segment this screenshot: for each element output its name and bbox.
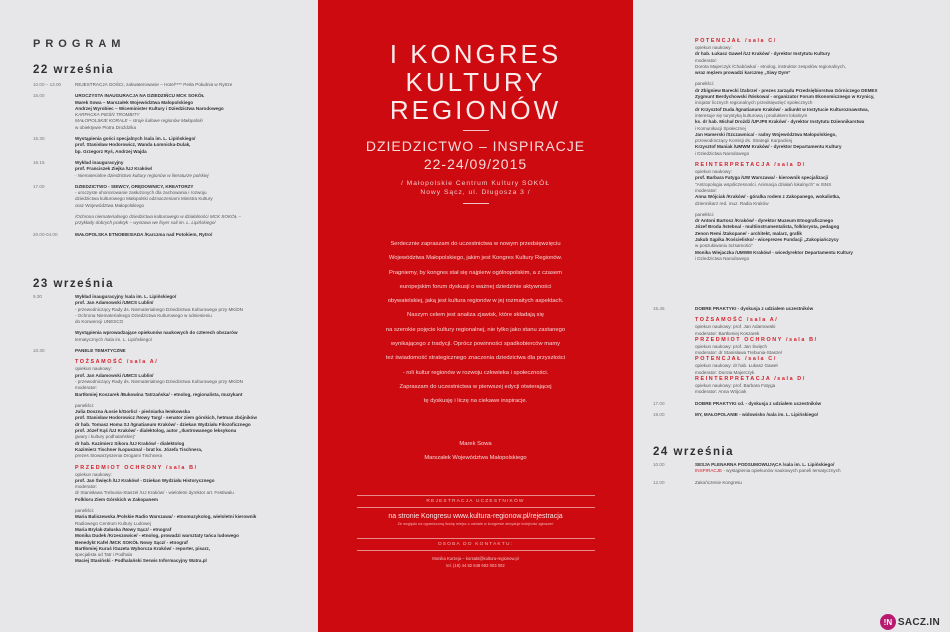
event-body <box>75 232 313 238</box>
text-line: inicjator licznych regionalnych przedsięwzięć społecznych <box>695 100 813 106</box>
text-line: Radiowego Centrum Kultury Ludowej <box>75 520 151 526</box>
text-line: prof. Józef Kąś /UJ Kraków/ - dialektolog, autor „Ilustrowanego leksykonu <box>75 428 237 434</box>
event-line: prof. Franciszek Ziejka /UJ Kraków/ <box>75 166 153 172</box>
signature-name: Marek Sowa <box>459 440 492 447</box>
event <box>653 306 943 396</box>
text-line: dr Stanisława Trebunia-Staszel /UJ Kraków/ - wieloletni dyrektor art. Festiwalu <box>75 490 234 496</box>
event-line: REJESTRACJA GOŚCI, zakwaterowanie – Hotel**** Perła Południa w Rytrze <box>75 82 233 87</box>
text-line: opiekun naukowy: dr hab. Łukasz Gaweł <box>695 363 778 369</box>
day-heading: 23 września <box>33 278 115 290</box>
text-line: specjalista od Tatr i Podhala <box>75 552 133 558</box>
text-line: i Komunikacji Społecznej <box>695 125 746 131</box>
text-line: i Dziedzictwa Narodowego <box>695 150 750 156</box>
event-line: przykłady dobrych praktyk – wystawa we foyer sali im. L. Lipińskiego/ <box>75 220 216 226</box>
contact-details <box>357 555 595 569</box>
text-line: prof. Stanisław Hodorowicz /Nowy Targ/ - senator ziem górskich, hetman zbójników <box>75 415 257 421</box>
intro-line: Województwa Małopolskiego, jakim jest Kongres Kultury Regionów. <box>388 255 563 262</box>
panels-cd <box>653 38 943 262</box>
poster-title <box>318 40 633 124</box>
event-body <box>75 160 313 179</box>
poster-panel <box>318 0 633 632</box>
text-line: prof. Barbara Fatyga /UW Warszawa/ - kierownik specjalizacji <box>695 175 829 181</box>
event-line: - Niematerialne dziedzictwo kultury regionów w literaturze polskiej <box>75 172 209 178</box>
text-line: dr hab. Kazimierz Sikora /UJ Kraków/ - dialektolog <box>75 440 185 446</box>
event-line: Wykład inauguracyjny <box>75 159 124 165</box>
text-line: moderator: Dorota Majerczyk <box>695 369 755 375</box>
day1-events <box>33 82 313 238</box>
panels-summary <box>695 317 943 395</box>
event-time: 15.45 <box>653 306 665 311</box>
event-line: oraz Województwa Małopolskiego <box>75 202 145 208</box>
event <box>653 462 943 475</box>
text-line: Maciej Stasiński - Podhalański Serwis Informacyjny Watra.pl <box>75 558 207 564</box>
event-line: - wystąpienia opiekunów naukowych paneli tematycznych <box>722 468 841 474</box>
event-line: Wystąpienia wprowadzające opiekunów naukowych do czterech obszarów <box>75 330 238 336</box>
event-body <box>75 348 315 565</box>
event-time: 20.00-04.00 <box>33 231 58 237</box>
intro-line: - roli kultur regionów w rozwoju człowieka i społeczności. <box>402 369 549 376</box>
text-line: prof. Jan Święch /UJ Kraków/ - Dziekan Wydziału Historycznego <box>75 477 215 483</box>
contact-box <box>357 538 595 569</box>
intro-line: na szerokie pojęcie kultury regionalnej, nie tylko jako stanu zastanego <box>385 326 566 333</box>
event-line: /Ochrona niematerialnego dziedzictwa kulturowego w działalności MCK SOKÓŁ – <box>75 214 241 220</box>
event-line: - uroczyste uhonorowanie zasłużonych dla zachowania i rozwoju <box>75 190 207 196</box>
text-line: moderator: <box>75 484 98 490</box>
summary-panel-heading: TOŻSAMOŚĆ /sala A/ <box>695 317 779 324</box>
event <box>33 348 315 565</box>
title-line: I KONGRES <box>389 39 562 69</box>
panel-heading-b: PRZEDMIOT OCHRONY /sala B/ <box>75 464 198 471</box>
event-line: Zakończenie Kongresu <box>695 479 742 485</box>
intro-line: obywatelskiej, jaką jest kultura regionów w jej rozmaitych aspektach. <box>387 298 564 305</box>
text-line: Anna Wójciak /Kraków/ - góralka rodem z Zakopanego, wokalistka, <box>695 194 841 200</box>
title-line: KULTURY <box>405 67 546 97</box>
text-line: opiekun naukowy: <box>695 45 732 50</box>
event <box>33 93 313 131</box>
intro-line: Zapraszam do uczestnictwa w pierwszej edycji otwierającej <box>399 383 552 390</box>
registration-link[interactable]: na stronie Kongresu www.kultura-regionow.pl/rejestracja <box>388 512 563 520</box>
text-line: prezes Stowarzyszenia Drogami Tischnera <box>75 453 163 459</box>
text-line: Monika Wiejaczka /UMWM Kraków/ - wicedyrektor Departamentu Kultury <box>695 249 853 255</box>
day-22-section <box>33 64 313 238</box>
panel-heading-d: REINTERPRETACJA /sala D/ <box>695 162 806 169</box>
text-line: Zygmunt Berdychowski /Niskowa/ - organizator Forum Ekonomicznego w Krynicy, <box>695 94 875 100</box>
event <box>33 232 313 238</box>
text-line: w poszukiwaniu tożsamości” <box>695 243 753 249</box>
event-line: w obiektywie Piotra Droździka <box>75 124 137 130</box>
text-line: dr Krzysztof Duda /Ignatianum Kraków/ - adiunkt w Instytucie Kulturoznawstwa, <box>695 106 869 112</box>
event <box>33 136 313 155</box>
text-line: opiekun naukowy: <box>695 169 732 175</box>
program-column-left <box>0 0 318 632</box>
event-time: 16.15 <box>33 159 45 165</box>
event-line: DOBRE PRAKTYKI cd. - dyskusja z udziałem uczestników <box>695 400 822 406</box>
text-line: moderator: <box>75 385 98 391</box>
text-line: - przewodniczący Rady ds. Niematerialnego Dziedzictwa Kulturowego przy MKiDN <box>75 378 243 384</box>
event-time: 15.00 <box>33 93 45 99</box>
panel-heading-a: TOŻSAMOŚĆ /sala A/ <box>75 359 159 366</box>
text-line: Krzysztof Maniak /UMWM Kraków/ - dyrektor Departamentu Kultury <box>695 144 842 150</box>
intro-line: wynikającego z tradycji. Oprócz powinności spadkobierców mamy <box>390 341 561 348</box>
title-line: REGIONÓW <box>389 95 562 125</box>
event-body <box>75 136 313 155</box>
event-line: tematycznych /sala im. L. Lipińskiego/ <box>75 336 153 342</box>
sacz-in-logo[interactable] <box>880 614 940 630</box>
event-line: do Konwencji UNESCO <box>75 319 124 325</box>
text-line: opiekun naukowy: <box>75 366 112 372</box>
signature-role: Marszałek Województwa Małopolskiego <box>424 454 527 461</box>
text-line: paneliści: <box>75 402 95 408</box>
text-line: przewodniczący Komisji ds. Strategii Karpackiej <box>695 138 793 144</box>
day-heading: 22 września <box>33 64 115 76</box>
event-time: 10.00 – 13.00 <box>33 82 62 87</box>
event-line: Andrzej Wyrobiec – Wiceminister Kultury i Dziedzictwa Narodowego <box>75 105 224 111</box>
text-line: "Antropologia współczesności. Animacja działań lokalnych" w ISNS <box>695 181 832 187</box>
text-line: moderator: Bartłomiej Koszarek <box>695 330 760 336</box>
event-body <box>75 294 315 343</box>
day-24-section <box>653 446 943 486</box>
event <box>33 160 313 179</box>
text-line: Folkloru Ziem Górskich w Zakopanem <box>75 496 158 502</box>
event <box>33 184 313 227</box>
text-line: Julia Doszna /Łosie k/Gorlic/ - pieśniarka łemkowska <box>75 409 190 415</box>
event <box>653 401 943 407</box>
inspiracje-label: INSPIRACJE <box>695 468 723 474</box>
intro-line: Naszym celem jest analiza zjawisk, które składają się <box>407 312 544 319</box>
event-line: MAŁOPOLSKA ETNOBIESIADA /Karczma nad Potokiem, Rytro/ <box>75 231 213 237</box>
event-line: - przewodniczący Rady ds. Niematerialnego Dziedzictwa Kulturowego przy MKiDN <box>75 306 243 312</box>
text-line: opiekun naukowy: prof. Jan Święch <box>695 343 768 349</box>
text-line: Maria Baliszewska /Polskie Radio Warszawa/ - etnomuzykolog, wieloletni kierownik <box>75 514 257 520</box>
intro-line: Serdecznie zapraszam do uczestnictwa w nowym przedsięwzięciu <box>390 241 561 247</box>
summary-panel-heading: PRZEDMIOT OCHRONY /sala B/ <box>695 336 818 343</box>
text-line: gwary i kultury podhalańskiej” <box>75 434 136 440</box>
text-line: opiekun naukowy: prof. Barbara Fatyga <box>695 383 776 389</box>
text-line: ks. dr hab. Michał Drożdż /UPJPII Kraków/ - dyrektor Instytutu Dziennikarstwa <box>695 119 865 125</box>
event-line: PANELE TEMATYCZNE <box>75 348 126 354</box>
intro-line: tę dyskusję i liczę na ciekawe inspiracje. <box>423 398 528 405</box>
logo-text: SACZ.IN <box>897 616 940 628</box>
text-line: i Dziedzictwa Narodowego <box>695 255 750 261</box>
event-line: bp. Grzegorz Ryś, Andrzej Wajda <box>75 148 147 154</box>
event-body <box>75 82 313 88</box>
poster-address <box>318 179 633 197</box>
event-time: 17.00 <box>33 183 45 189</box>
divider <box>463 203 489 204</box>
event-time: 19.00 <box>653 411 665 417</box>
text-line: moderator: <box>695 57 718 63</box>
event <box>653 480 943 486</box>
poster-intro-text <box>318 237 633 409</box>
event <box>653 412 943 418</box>
summary-panel-heading: POTENCJAŁ /sala C/ <box>695 356 777 363</box>
event-line: MAŁOPOLSKIE KORALE – stroje ludowe regionów Małopolski <box>75 118 203 124</box>
text-line: Dorota Majerczyk /Chabówka/ - etnolog, instruktor zespołów regionalnych, <box>695 63 846 69</box>
event-time: 10.30 <box>33 348 45 354</box>
text-line: Józef Broda /Istebna/ - multiinstrumentalista, folklorysta, pedagog <box>695 224 840 230</box>
text-line: wraz mężem prowadzi karczmę „Siwy Dym” <box>695 70 791 76</box>
event-body <box>75 184 313 227</box>
summary-panel-heading: REINTERPRETACJA /sala D/ <box>695 376 806 383</box>
text-line: dr Antoni Bartosz /Kraków/ - dyrektor Muzeum Etnograficznego <box>695 218 834 224</box>
contact-email[interactable]: Monika Kurzeja – kontakt@kultura-regionow.pl <box>432 555 519 561</box>
event-time: 12.00 <box>653 479 665 485</box>
registration-box <box>357 495 595 526</box>
address-line: / Małopolskie Centrum Kultury SOKÓŁ <box>400 180 551 187</box>
event-line: Wykład inauguracyjny /sala im. L. Lipińskiego/ <box>75 294 177 299</box>
text-line: dr hab. Łukasz Gaweł /UJ Kraków/ - dyrektor Instytutu Kultury <box>695 51 831 57</box>
event-line: Wystąpienia gości specjalnych /sala im. L. Lipińskiego/ <box>75 136 196 142</box>
event <box>33 294 315 343</box>
program-column-right <box>633 0 950 632</box>
event-line: prof. Stanisław Hodorowicz, Wanda Łomnicka-Dulak, <box>75 142 191 148</box>
text-line: Kazimierz Tischner /Łopuszna/ - brat ks. Józefa Tischnera, <box>75 446 203 452</box>
event-body <box>75 93 313 131</box>
text-line: opiekun naukowy: prof. Jan Adamowski <box>695 324 776 330</box>
event-line: DOBRE PRAKTYKI - dyskusja z udziałem uczestników <box>695 306 814 311</box>
text-line: Zenon Remi /Zakopane/ - architekt, malarz, grafik <box>695 230 802 236</box>
text-line: Bartłomiej Koszarek /Bukowina Tatrzańska/ - etnolog, regionalista, muzykant <box>75 391 243 397</box>
event-line: dziedzictwa kulturowego Małopolski odznaczeniami Ministra Kultury <box>75 196 213 202</box>
text-line: moderator: Anna Wójciak <box>695 389 747 395</box>
event-time: 15.30 <box>33 136 45 142</box>
divider <box>463 130 489 131</box>
panel-d-details <box>695 169 943 262</box>
intro-line: też świadomość strategicznego znaczenia dziedzictwa dla przyszłości <box>385 355 566 362</box>
text-line: Monika Dudek /Krzeszowice/ - etnolog, prowadzi warsztaty tańca ludowego <box>75 533 239 539</box>
poster-dates: 22-24/09/2015 <box>423 156 528 172</box>
text-line: prof. Jan Adamowski /UMCS Lublin/ <box>75 372 154 378</box>
event-line: SESJA PLENARNA PODSUMOWUJĄCA /sala im. L. Lipińskiego/ <box>695 462 835 467</box>
event <box>33 82 313 88</box>
logo-mark-icon: !N <box>880 614 896 630</box>
text-line: opiekun naukowy: <box>75 471 112 477</box>
event-time: 17.00 <box>653 400 665 406</box>
text-line: dziennikarz red. muz. Radia Kraków <box>695 200 769 206</box>
address-line: Nowy Sącz, ul. Długosza 3 / <box>420 189 531 196</box>
text-line: moderator: <box>695 187 718 193</box>
text-line: moderator: dr Stanisława Trebunia-Staszel <box>695 350 782 356</box>
intro-line: europejskim forum dyskusji o ważnej dziedzinie aktywności <box>399 283 552 290</box>
event-time: 9.30 <box>33 294 42 299</box>
text-line: Maria Brylak-Załuska /Nowy Sącz/ - etnograf <box>75 526 172 532</box>
program-title: PROGRAM <box>33 38 126 50</box>
text-line: Jan Hamerski /Szczawnica/ - radny Województwa Małopolskiego, <box>695 131 837 137</box>
text-line: dr hab. Tomasz Homa SJ /Ignatianum Kraków/ - dziekan Wydziału Filozoficznego <box>75 421 251 427</box>
contact-heading: OSOBA DO KONTAKTU: <box>357 539 595 551</box>
text-line: paneliści: <box>75 508 95 514</box>
event-line: KARPACKA PIEŚŃ TROMBITY <box>75 112 140 118</box>
registration-note: Ze względu na ograniczoną liczbę miejsc o udziale w kongresie decyduje kolejność zgłoszeń <box>397 521 554 526</box>
panel-a-details <box>75 366 315 459</box>
panel-b-details <box>75 472 315 565</box>
text-line: dr Zbigniew Barecki /Zabrze/ - prezes zarządu Przedsiębiorstwa Górniczego DEMEX <box>695 87 878 93</box>
panel-heading-c: POTENCJAŁ /sala C/ <box>695 38 777 44</box>
event-time: 10.00 <box>653 462 665 467</box>
intro-line: Pragniemy, by kongres stał się najpierw ogólnopolskim, a z czasem <box>389 269 562 276</box>
text-line: interesuje się turystyką kulturową i produktem lokalnym <box>695 112 808 118</box>
event-line: MY, MAŁOPOLANIE - widowisko /sala im. L. Lipińskiego/ <box>695 411 819 417</box>
event-line: prof. Jan Adamowski /UMCS Lublin/ <box>75 300 154 306</box>
text-line: Benedykt Kafel /MCK SOKÓŁ Nowy Sącz/ - etnograf <box>75 539 188 545</box>
panel-c-details <box>695 45 943 157</box>
event-line: Marek Sowa – Marszałek Województwa Małopolskiego <box>75 99 194 105</box>
event-line: UROCZYSTA INAUGURACJA NA DZIEDZIŃCU MCK SOKÓŁ <box>75 93 205 99</box>
day-heading: 24 września <box>653 446 735 458</box>
text-line: Bartłomiej Kuraś /Gazeta Wyborcza Kraków/ - reporter, pisarz, <box>75 545 210 551</box>
text-line: Jakub Sąpika /Kościelisko/ - wiceprezes Fundacji „Zakopiańczycy <box>695 237 839 243</box>
registration-heading: REJESTRACJA UCZESTNIKÓW <box>357 496 595 508</box>
day-23-section <box>33 278 315 565</box>
event-line: DZIEDZICTWO - SIEWCY, ORĘDOWNICY, KREATORZY <box>75 183 194 189</box>
poster-signature <box>318 437 633 465</box>
afternoon-events <box>653 306 943 418</box>
text-line: paneliści: <box>695 211 715 217</box>
event-line: - Ochrona Niematerialnego Dziedzictwa Kulturowego w odniesieniu <box>75 312 212 318</box>
text-line: paneliści: <box>695 81 715 87</box>
contact-phone: tel. (18) 44 82 648 692 003 002 <box>446 562 505 568</box>
poster-subtitle: DZIEDZICTWO – INSPIRACJE <box>365 138 586 154</box>
